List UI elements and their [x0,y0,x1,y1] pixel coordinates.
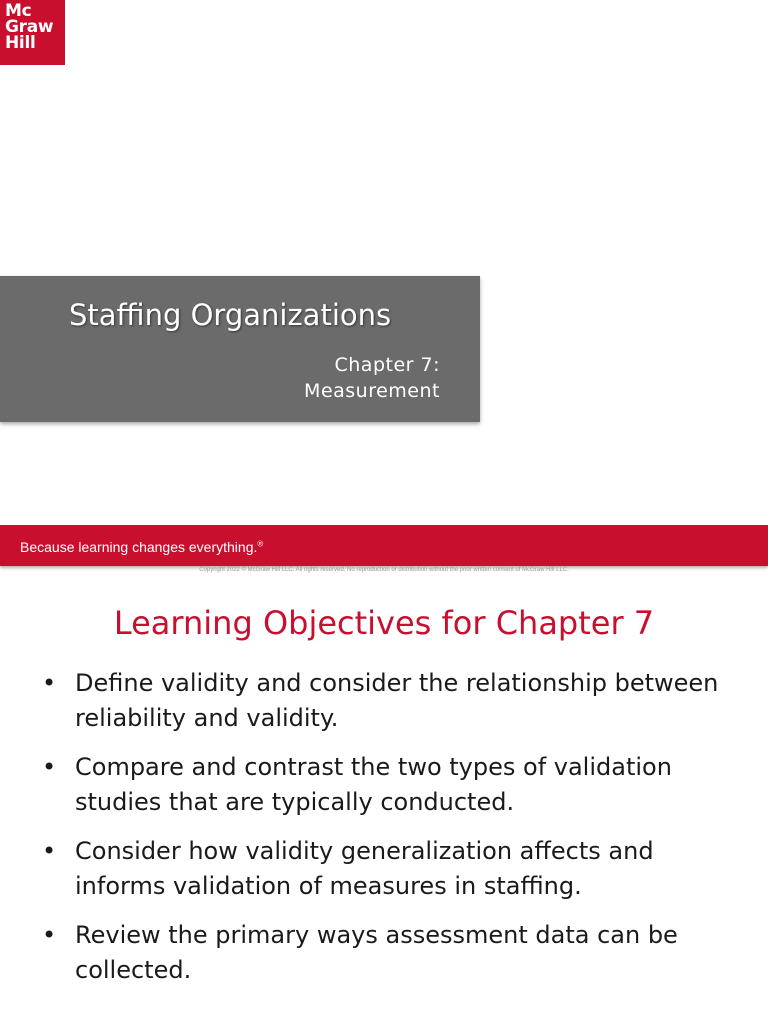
list-item [42,834,742,904]
logo-line-3: Hill [5,33,36,53]
mcgraw-hill-logo [0,0,65,65]
tagline-bar [0,525,768,566]
title-box [0,276,480,422]
bullet-icon: • [42,921,57,949]
copyright-notice: Copyright 2022 © McGraw Hill LLC. All rights reserved. No reproduction or distribution without the prior written consent of McGraw Hill LLC. [199,567,569,573]
tagline [20,539,263,555]
objective-text: Review the primary ways assessment data can be collected. [75,921,678,984]
chapter-name: Measurement [304,380,440,402]
objective-text: Define validity and consider the relationship between reliability and validity. [75,669,719,732]
chapter-number: Chapter 7: [334,354,440,376]
bullet-icon: • [42,753,57,781]
bullet-icon: • [42,837,57,865]
objective-text: Compare and contrast the two types of validation studies that are typically conducted. [75,753,672,816]
trademark-symbol: ® [257,539,264,549]
book-title: Staffing Organizations [69,298,392,332]
list-item [42,750,742,820]
bullet-icon: • [42,669,57,697]
tagline-text: Because learning changes everything. [20,539,258,555]
objective-text: Consider how validity generalization affects and informs validation of measures in staffing. [75,837,654,900]
objectives-title: Learning Objectives for Chapter 7 [113,604,655,642]
list-item [42,918,742,988]
chapter-subtitle [304,352,440,404]
logo-line-1: Mc [5,1,32,21]
objectives-list [42,666,742,1002]
list-item [42,666,742,736]
logo-line-2: Graw [5,17,54,37]
